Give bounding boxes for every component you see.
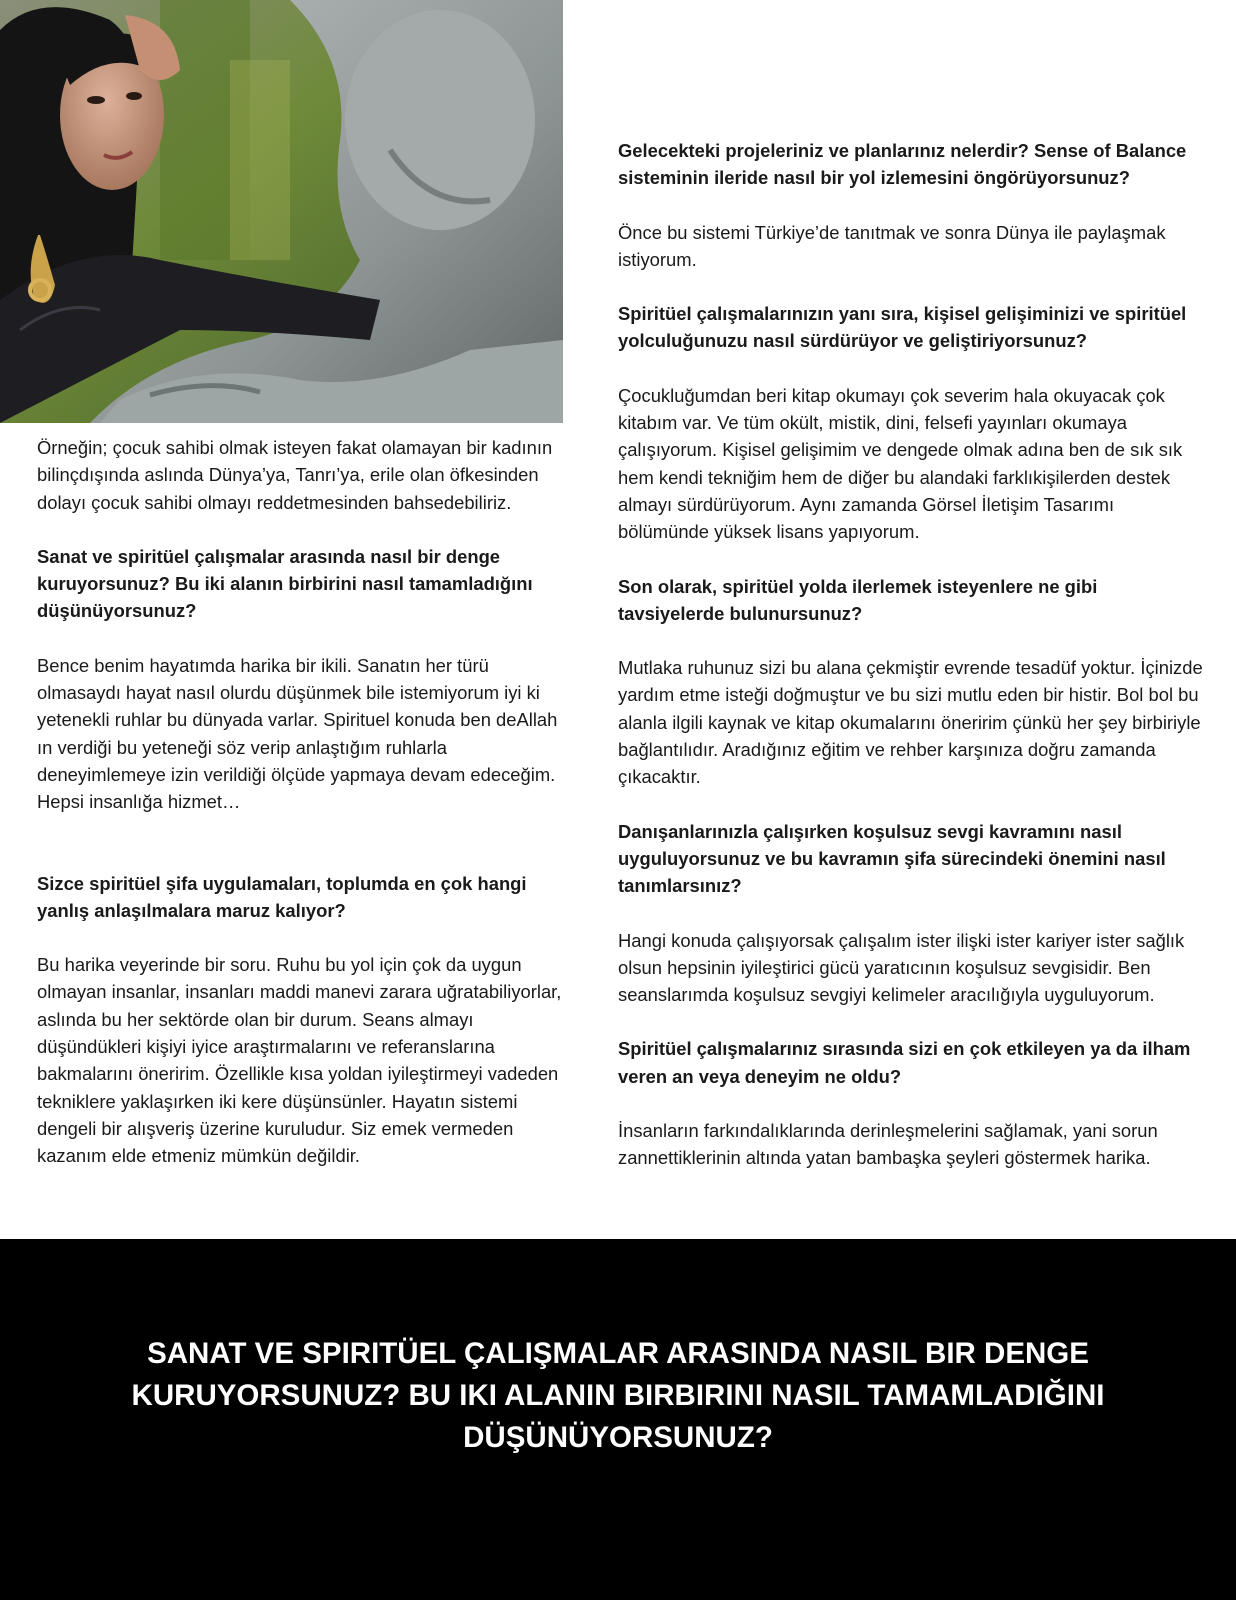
answer-art-balance: Bence benim hayatımda harika bir ikili. Sanatın her türü olmasaydı hayat nasıl olurdu düşünmek bile istemiyorum iyi ki yetenekli ruhlar bu dünyada varlar. Spirituel konuda ben deAllah ın verdiği bu yeteneği söz verip anlaştığım ruhlarla deneyimlemeye izin verildiği ölçüde yapmaya devam edeceğim. Hepsi insanlığa hizmet… <box>37 654 558 813</box>
question-future-plans: Gelecekteki projeleriniz ve planlarınız nelerdir? Sense of Balance sisteminin ileride nasıl bir yol izlemesini öngörüyorsunuz? <box>618 140 1187 189</box>
pull-quote-text: SANAT VE SPIRITÜEL ÇALIŞMALAR ARASINDA NASIL BIR DENGE KURUYORSUNUZ? BU IKI ALANIN BIRBIRINI NASIL TAMAMLADIĞINI DÜŞÜNÜYORSUNUZ? <box>131 1337 1105 1454</box>
question-misconceptions: Sizce spiritüel şifa uygulamaları, toplumda en çok hangi yanlış anlaşılmalara maruz kalıyor? <box>37 872 527 921</box>
answer-inspiring-moment: İnsanların farkındalıklarında derinleşmelerini sağlamak, yani sorun zannettiklerinin altında yatan bambaşka şeyleri göstermek harika. <box>618 1120 1158 1169</box>
question-unconditional-love: Danışanlarınızla çalışırken koşulsuz sevgi kavramını nasıl uyguluyorsunuz ve bu kavramın şifa sürecindeki önemini nasıl tanımlarsınız? <box>618 820 1166 897</box>
answer-future-plans: Önce bu sistemi Türkiye’de tanıtmak ve sonra Dünya ile paylaşmak istiyorum. <box>618 221 1166 270</box>
pull-quote-banner <box>0 1239 1236 1600</box>
question-art-balance: Sanat ve spiritüel çalışmalar arasında nasıl bir denge kuruyorsunuz? Bu iki alanın birbirini nasıl tamamladığını düşünüyorsunuz? <box>37 545 533 622</box>
question-inspiring-moment: Spiritüel çalışmalarınız sırasında sizi en çok etkileyen ya da ilham veren an veya deneyim ne oldu? <box>618 1038 1191 1087</box>
left-column <box>37 434 577 1170</box>
intro-paragraph: Örneğin; çocuk sahibi olmak isteyen fakat olamayan bir kadının bilinçdışında aslında Dünya’ya, Tanrı’ya, erile olan öfkesinden dolayı çocuk sahibi olmayı reddetmesinden bahsedebiliriz. <box>37 437 553 513</box>
right-column <box>618 137 1208 1172</box>
answer-advice: Mutlaka ruhunuz sizi bu alana çekmiştir evrende tesadüf yoktur. İçinizde yardım etme isteği doğmuştur ve bu sizi mutlu eden bir histir. Bol bol bu alanla ilgili kaynak ve kitap okumalarını öneririm çünkü her şey birbiriyle bağlantılıdır. Aradığınız eğitim ve rehber karşınıza doğru zamanda çıkacaktır. <box>618 657 1203 788</box>
answer-personal-growth: Çocukluğumdan beri kitap okumayı çok severim hala okuyacak çok kitabım var. Ve tüm okült, mistik, dini, felsefi yayınları okumaya çalışıyorum. Kişisel gelişimim ve dengede olmak adına ben de sık sık hem kendi tekniğim hem de diğer bu alandaki farklıkişilerden destek almayı sürdürüyorum. Aynı zamanda Görsel İletişim Tasarımı bölümünde yüksek lisans yapıyorum. <box>618 384 1183 543</box>
question-advice: Son olarak, spiritüel yolda ilerlemek isteyenlere ne gibi tavsiyelerde bulunursunuz? <box>618 575 1098 624</box>
question-personal-growth: Spiritüel çalışmalarınızın yanı sıra, kişisel gelişiminizi ve spiritüel yolculuğunuzu nasıl sürdürüyor ve geliştiriyorsunuz? <box>618 303 1187 352</box>
answer-unconditional-love: Hangi konuda çalışıyorsak çalışalım ister ilişki ister kariyer ister sağlık olsun hepsinin iyileştirici gücü yaratıcının koşulsuz sevgisidir. Ben seanslarımda koşulsuz sevgiyi kelimeler aracılığıyla uyguluyorum. <box>618 929 1185 1006</box>
answer-misconceptions: Bu harika veyerinde bir soru. Ruhu bu yol için çok da uygun olmayan insanlar, insanları maddi manevi zarara uğratabiliyorlar, aslında bu her sektörde olan bir durum. Seans almayı düşündükleri kişiyi iyice araştırmalarını ve referanslarına bakmalarını öneririm. Özellikle kısa yoldan iyileştirmeyi vadeden tekniklere yaklaşırken iki kere düşünsünler. Hayatın sistemi dengeli bir alışveriş üzerine kuruludur. Siz emek vermeden kazanım elde etmeniz mümkün değildir. <box>37 954 562 1167</box>
portrait-photo <box>0 0 563 423</box>
